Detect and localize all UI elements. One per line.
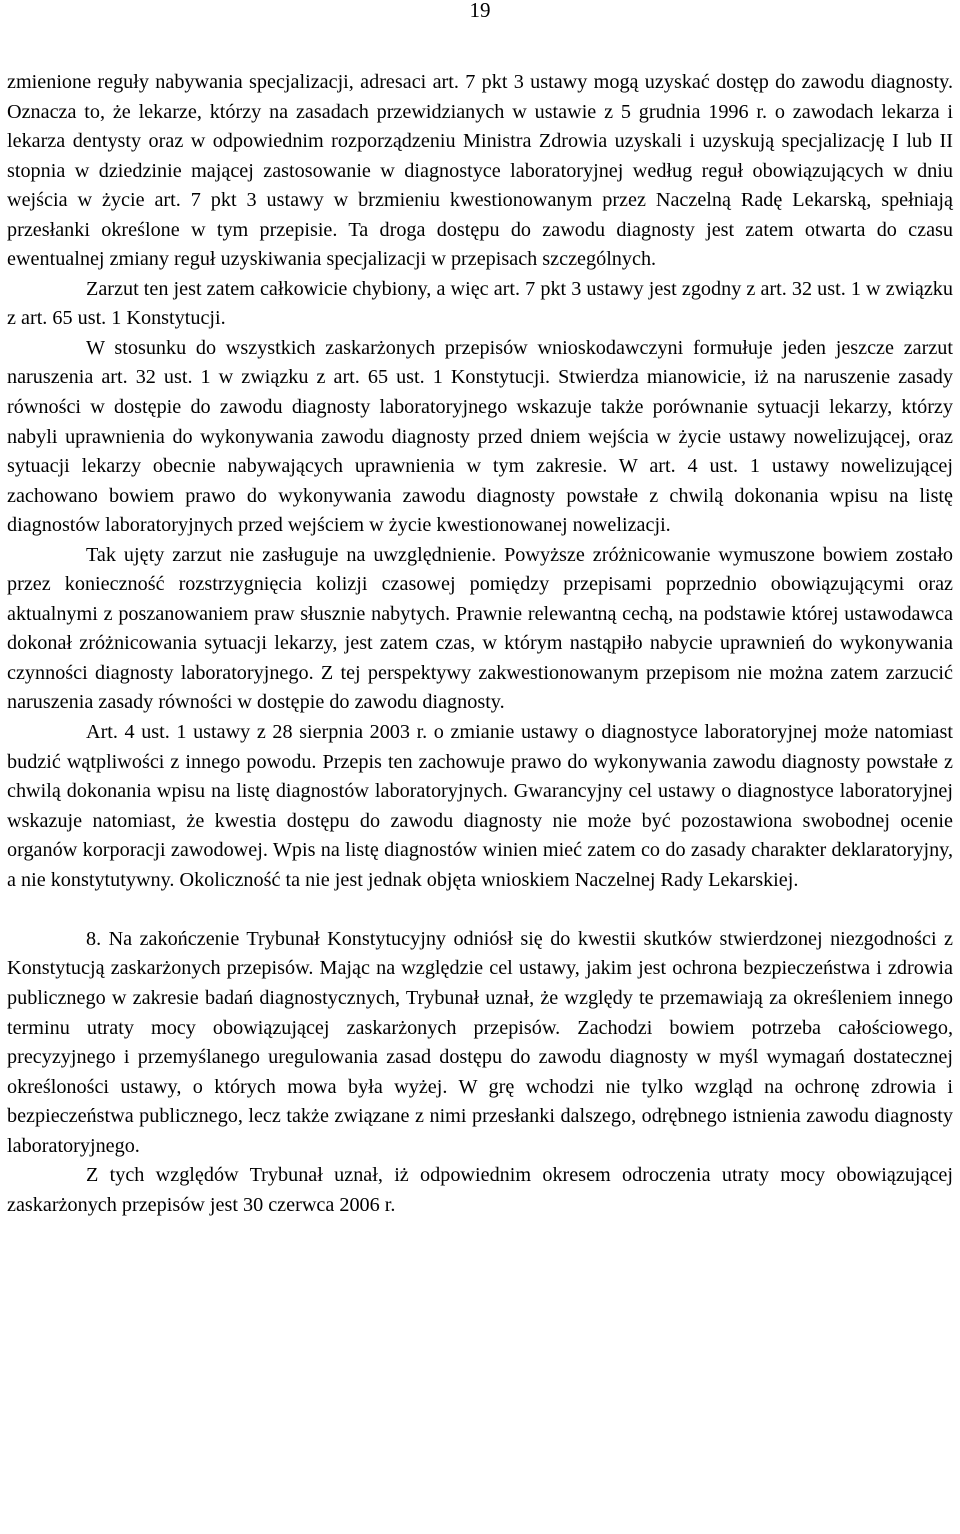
- paragraph-section-8: 8. Na zakończenie Trybunał Konstytucyjny odniósł się do kwestii skutków stwierdzonej niezgodności z Konstytucją zaskarżonych przepisów. Mając na względzie cel ustawy, jakim jest ochrona bezpieczeństwa i zdrowia publicznego w zakresie badań diagnostycznych, Trybunał uznał, że względy te przemawiają za określeniem innego terminu utraty mocy obowiązującej zaskarżonych przepisów. Zachodzi bowiem potrzeba całościowego, precyzyjnego i przemyślanego uregulowania zasad dostępu do zawodu diagnosty w myśl wymagań dostatecznej określoności ustawy, o których mowa była wyżej. W grę wchodzi nie tylko wzgląd na ochronę zdrowia i bezpieczeństwa publicznego, lecz także związane z nimi przesłanki dalszego, odrębnego istnienia zawodu diagnosty laboratoryjnego.: [7, 927, 953, 1157]
- page-number: 19: [469, 0, 491, 22]
- paragraph-assessment: Tak ujęty zarzut nie zasługuje na uwzględnienie. Powyższe zróżnicowanie wymuszone bowiem zostało przez konieczność rozstrzygnięcia kolizji czasowej pomiędzy przepisami poprzednio obowiązującymi oraz aktualnymi z poszanowaniem praw słusznie nabytych. Prawnie relewantną cechą, na podstawie której ustawodawca dokonał zróżnicowania sytuacji lekarzy, jest zatem czas, w którym nastąpiło nabycie uprawnień do wykonywania czynności diagnosty laboratoryjnego. Z tej perspektywy zakwestionowanym przepisom nie można zatem zarzucić naruszenia zasady równości w dostępie do zawodu diagnosty.: [7, 543, 953, 714]
- paragraph-further-claim: W stosunku do wszystkich zaskarżonych przepisów wnioskodawczyni formułuje jeden jeszcze zarzut naruszenia art. 32 ust. 1 w związku z art. 65 ust. 1 Konstytucji. Stwierdza mianowicie, iż na naruszenie zasady równości w dostępie do zawodu diagnosty laboratoryjnego wskazuje także porównanie sytuacji lekarzy, którzy nabyli uprawnienia do wykonywania zawodu diagnosty przed dniem wejścia w życie ustawy nowelizującej, oraz sytuacji lekarzy obecnie nabywających uprawnienia w tym zakresie. W art. 4 ust. 1 ustawy nowelizującej zachowano bowiem prawo do wykonywania zawodu diagnosty powstałe z chwilą dokonania wpisu na listę diagnostów laboratoryjnych przed wejściem w życie kwestionowanej nowelizacji.: [7, 336, 953, 537]
- paragraph-art-4: Art. 4 ust. 1 ustawy z 28 sierpnia 2003 r. o zmianie ustawy o diagnostyce laboratoryjnej może natomiast budzić wątpliwości z innego powodu. Przepis ten zachowuje prawo do wykonywania zawodu diagnosty powstałe z chwilą dokonania wpisu na listę diagnostów laboratoryjnych. Gwarancyjny cel ustawy o diagnostyce laboratoryjnej wskazuje natomiast, że kwestia dostępu do zawodu diagnosty nie może być pozostawiona swobodnej ocenie organów korporacji zawodowej. Wpis na listę diagnostów winien mieć zatem co do zasady charakter deklaratoryjny, a nie konstytutywny. Okoliczność ta nie jest jednak objęta wnioskiem Naczelnej Rady Lekarskiej.: [7, 721, 953, 891]
- paragraph-conclusion: Zarzut ten jest zatem całkowicie chybiony, a więc art. 7 pkt 3 ustawy jest zgodny z art. 32 ust. 1 w związku z art. 65 ust. 1 Konstytucji.: [7, 277, 953, 330]
- paragraph-final: Z tych względów Trybunał uznał, iż odpowiednim okresem odroczenia utraty mocy obowiązującej zaskarżonych przepisów jest 30 czerwca 2006 r.: [7, 1164, 953, 1216]
- paragraph-spacer: [7, 895, 953, 925]
- document-body: [7, 68, 953, 1220]
- paragraph-continuation: zmienione reguły nabywania specjalizacji, adresaci art. 7 pkt 3 ustawy mogą uzyskać dostęp do zawodu diagnosty. Oznacza to, że lekarze, którzy na zasadach przewidzianych w ustawie z 5 grudnia 1996 r. o zawodach lekarza i lekarza dentysty oraz w odpowiednim rozporządzeniu Ministra Zdrowia uzyskali i uzyskują specjalizację I lub II stopnia w dziedzinie mającej zastosowanie w diagnostyce laboratoryjnej według reguł obowiązujących w dniu wejścia w życie art. 7 pkt 3 ustawy w brzmieniu kwestionowanym przez Naczelną Radę Lekarską, spełniają przesłanki określone w tym przepisie. Ta droga dostępu do zawodu diagnosty jest zatem otwarta do czasu ewentualnej zmiany reguł uzyskiwania specjalizacji w przepisach szczególnych.: [7, 71, 953, 271]
